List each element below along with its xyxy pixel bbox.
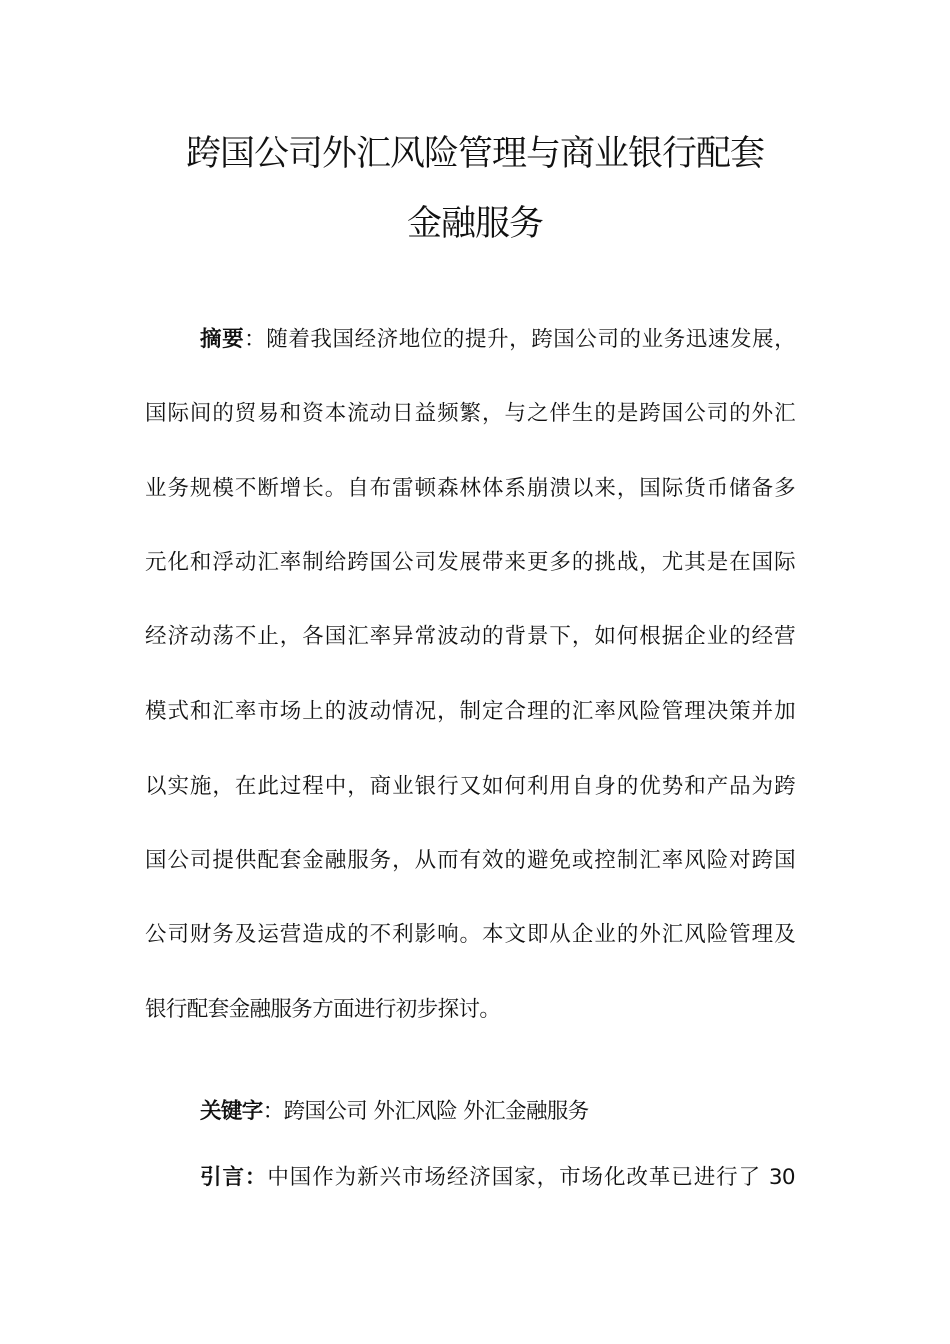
abstract-line: 模式和汇率市场上的波动情况，制定合理的汇率风险管理决策并加: [145, 699, 795, 724]
abstract-label: 摘要: [200, 327, 245, 352]
abstract-line: 经济动荡不止，各国汇率异常波动的背景下，如何根据企业的经营: [145, 624, 795, 649]
abstract-line: 以实施，在此过程中，商业银行又如何利用自身的优势和产品为跨: [145, 774, 795, 799]
abstract-line: 公司财务及运营造成的不利影响。本文即从企业的外汇风险管理及: [145, 922, 795, 947]
document-title-line-2: 金融服务: [406, 204, 543, 244]
abstract-separator: ：: [244, 327, 267, 352]
intro-label: 引言：: [200, 1165, 268, 1190]
keywords-label: 关键字: [200, 1099, 263, 1124]
keywords-text: 跨国公司 外汇风险 外汇金融服务: [283, 1099, 589, 1124]
document-title-line-1: 跨国公司外汇风险管理与商业银行配套: [185, 134, 764, 174]
abstract-line: 银行配套金融服务方面进行初步探讨。: [145, 997, 501, 1022]
abstract-line: 元化和浮动汇率制给跨国公司发展带来更多的挑战，尤其是在国际: [145, 550, 795, 575]
abstract-line: 国公司提供配套金融服务，从而有效的避免或控制汇率风险对跨国: [145, 848, 795, 873]
abstract-line: 国际间的贸易和资本流动日益频繁，与之伴生的是跨国公司的外汇: [145, 401, 795, 426]
keywords-separator: ：: [262, 1099, 284, 1124]
abstract-first-line: [200, 325, 795, 355]
abstract-line: 业务规模不断增长。自布雷顿森林体系崩溃以来，国际货币储备多: [145, 476, 795, 501]
keywords-line: [200, 1097, 795, 1127]
abstract-line-text: 随着我国经济地位的提升，跨国公司的业务迅速发展，: [266, 327, 795, 352]
intro-line: [200, 1163, 795, 1193]
intro-text: 中国作为新兴市场经济国家，市场化改革已进行了 30: [267, 1165, 795, 1190]
